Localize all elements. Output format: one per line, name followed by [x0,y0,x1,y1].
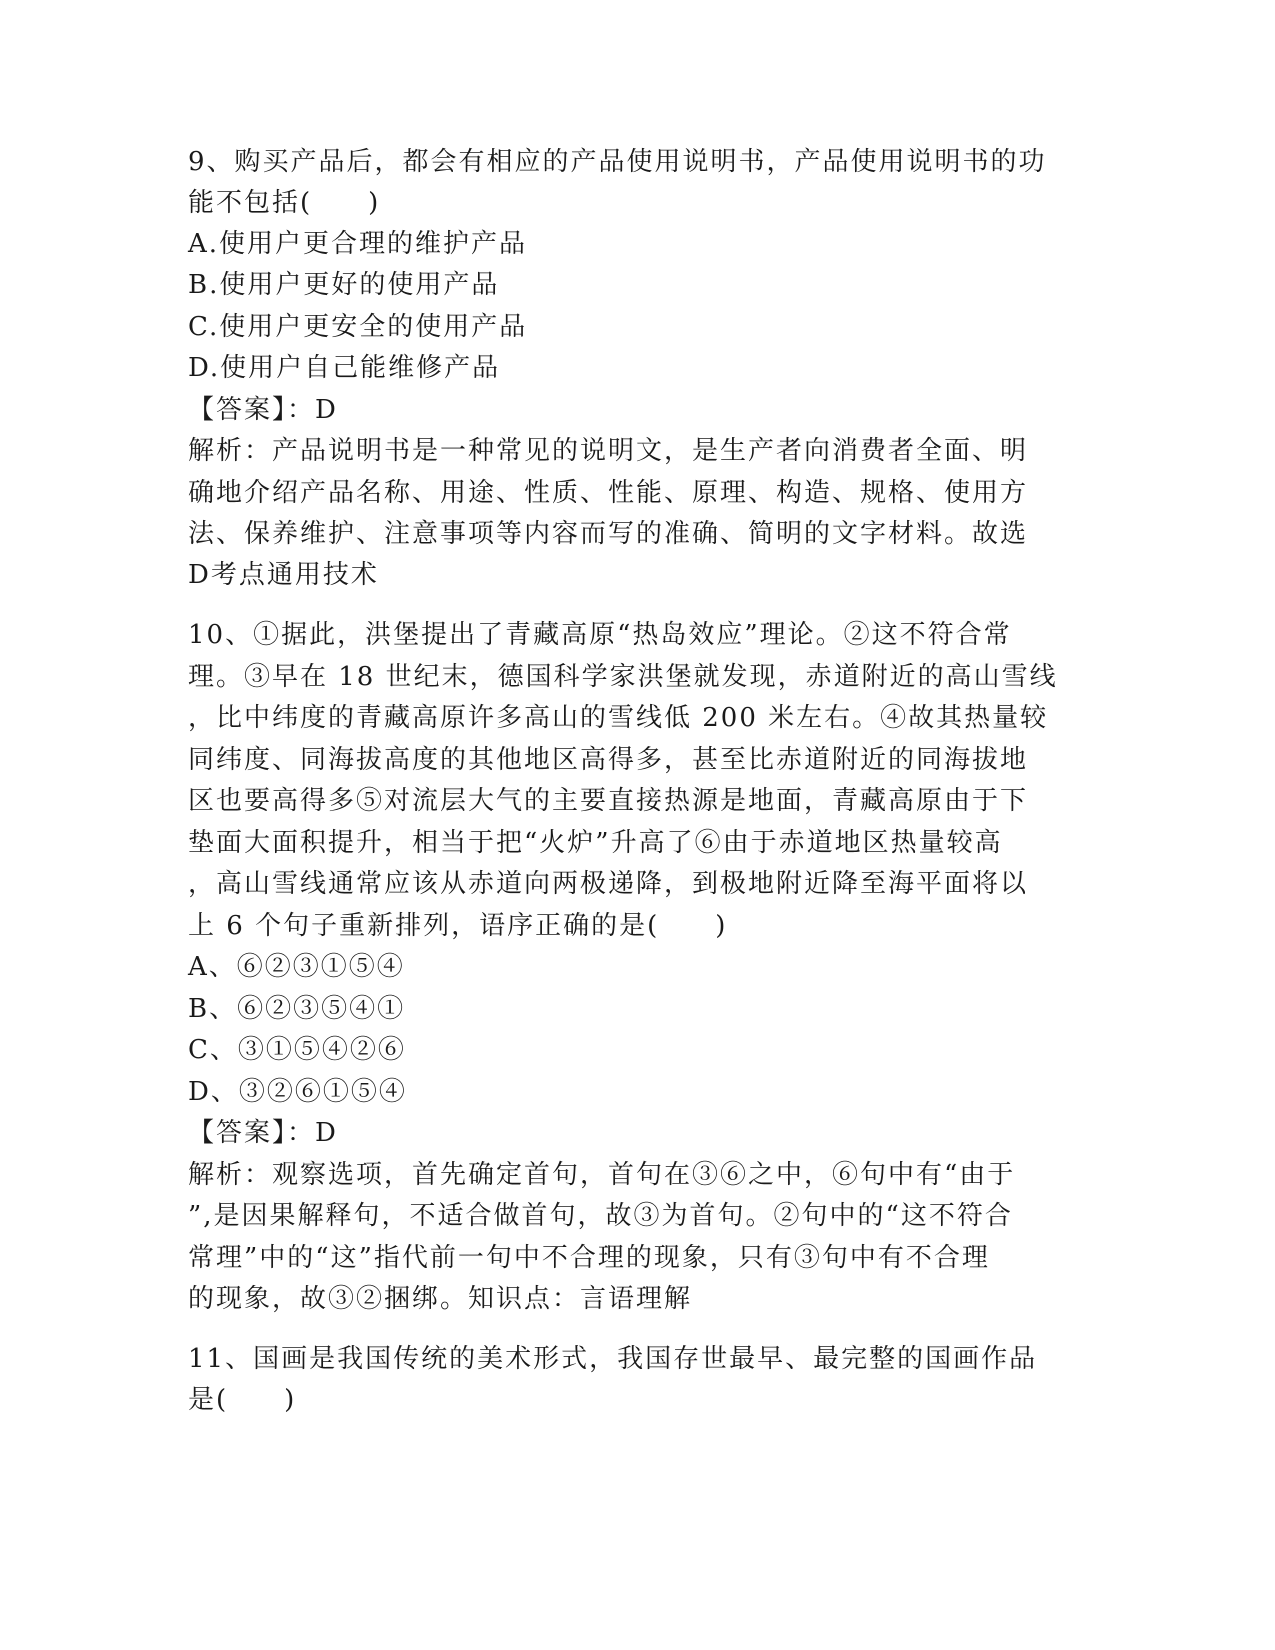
question-9-option-d: D.使用户自己能维修产品 [188,353,501,383]
question-10-option-d: D、③②⑥①⑤④ [188,1077,407,1107]
question-11-text-line-2: 是( ) [188,1385,297,1415]
question-10-text-line-8: 上 6 个句子重新排列，语序正确的是( ) [188,911,728,941]
question-9-analysis-line-1: 解析：产品说明书是一种常见的说明文，是生产者向消费者全面、明 [188,436,1029,466]
question-10-answer: 【答案】：D [188,1118,338,1148]
question-10-option-a: A、⑥②③①⑤④ [188,952,405,982]
question-9-analysis-line-4: D考点通用技术 [188,560,379,590]
question-10-text-line-2: 理。③早在 18 世纪末，德国科学家洪堡就发现，赤道附近的高山雪线 [188,662,1058,692]
question-9-option-a: A.使用户更合理的维护产品 [188,229,528,259]
question-10-option-b: B、⑥②③⑤④① [188,994,406,1024]
question-9-analysis-line-2: 确地介绍产品名称、用途、性质、性能、原理、构造、规格、使用方 [188,478,1029,508]
question-10-analysis-line-4: 的现象，故③②捆绑。知识点：言语理解 [188,1284,693,1314]
question-10-text-line-7: ，高山雪线通常应该从赤道向两极递降，到极地附近降至海平面将以 [188,869,1029,899]
question-11-text-line-1: 11、国画是我国传统的美术形式，我国存世最早、最完整的国画作品 [188,1344,1038,1374]
question-10-option-c: C、③①⑤④②⑥ [188,1035,406,1065]
question-10-text-line-1: 10、①据此，洪堡提出了青藏高原“热岛效应”理论。②这不符合常 [188,620,1012,650]
question-10-text-line-5: 区也要高得多⑤对流层大气的主要直接热源是地面，青藏高原由于下 [188,786,1029,816]
question-9-analysis-line-3: 法、保养维护、注意事项等内容而写的准确、简明的文字材料。故选 [188,519,1029,549]
question-10-text-line-3: ，比中纬度的青藏高原许多高山的雪线低 200 米左右。④故其热量较 [188,703,1049,733]
question-9-text-line-1: 9、购买产品后，都会有相应的产品使用说明书，产品使用说明书的功 [188,147,1047,177]
question-10-analysis-line-3: 常理”中的“这”指代前一句中不合理的现象，只有③句中有不合理 [188,1243,990,1273]
question-9-option-c: C.使用户更安全的使用产品 [188,312,528,342]
question-10-analysis-line-2: ”,是因果解释句，不适合做首句，故③为首句。②句中的“这不符合 [188,1201,1013,1231]
question-10-text-line-6: 垫面大面积提升，相当于把“火炉”升高了⑥由于赤道地区热量较高 [188,828,1003,858]
question-9-option-b: B.使用户更好的使用产品 [188,270,500,300]
question-9-answer: 【答案】：D [188,395,338,425]
question-10-text-line-4: 同纬度、同海拔高度的其他地区高得多，甚至比赤道附近的同海拔地 [188,745,1029,775]
question-10-analysis-line-1: 解析：观察选项，首先确定首句，首句在③⑥之中，⑥句中有“由于 [188,1160,1016,1190]
question-9-text-line-2: 能不包括( ) [188,188,381,218]
